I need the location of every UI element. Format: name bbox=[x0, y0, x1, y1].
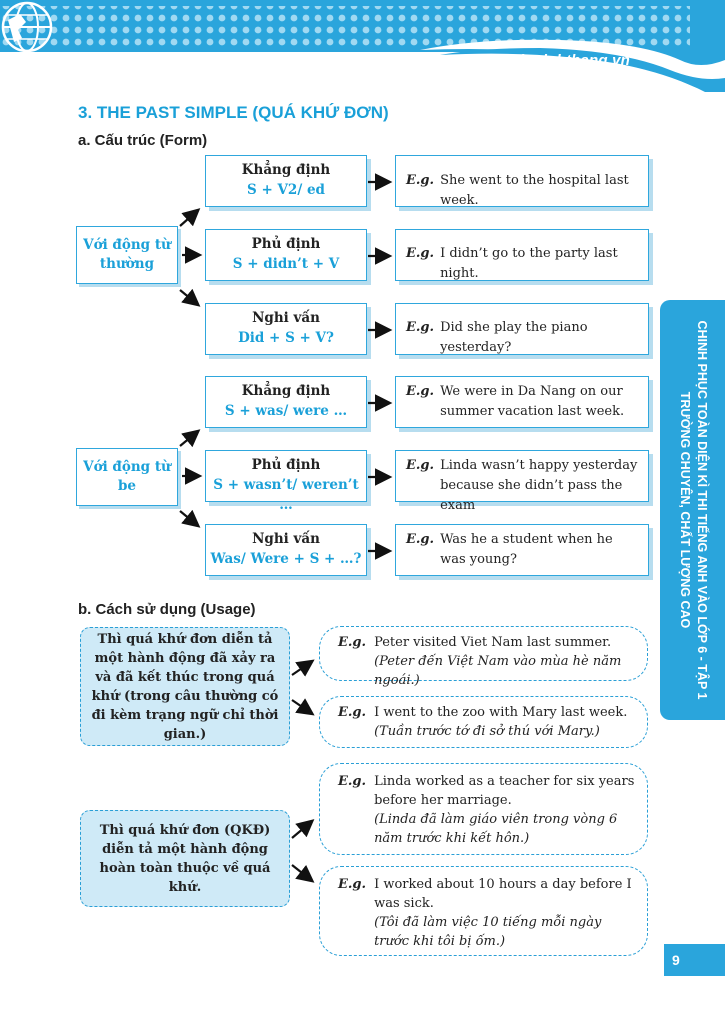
usage-example-pill bbox=[319, 763, 648, 855]
page-number-text: 9 bbox=[672, 952, 680, 968]
eg-label: E.g. bbox=[338, 705, 367, 720]
example-en: Linda worked as a teacher for six years before her marriage. bbox=[374, 774, 635, 808]
arrow-icon bbox=[292, 700, 311, 713]
eg-label: E.g. bbox=[338, 635, 367, 650]
verb-label: Với động từ thường bbox=[83, 237, 171, 272]
page-number bbox=[664, 944, 725, 976]
example-en: Peter visited Viet Nam last summer. bbox=[374, 635, 612, 650]
example-text: Did she play the piano yesterday? bbox=[440, 320, 588, 355]
example-en: I went to the zoo with Mary last week. bbox=[374, 705, 628, 720]
usage-rule-box bbox=[80, 810, 290, 907]
arrow-icon bbox=[292, 822, 311, 838]
example-text: We were in Da Nang on our summer vacation last week. bbox=[440, 384, 625, 419]
usage-rule: Thì quá khứ đơn diễn tả một hành động đã xảy ra và đã kết thúc trong quá khứ (trong câu thường có đi kèm trạng ngữ chỉ thời gian.) bbox=[91, 631, 279, 742]
eg-label: E.g. bbox=[338, 877, 367, 892]
form-title: Nghi vấn bbox=[252, 531, 320, 547]
arrow-icon bbox=[180, 211, 197, 226]
form-formula: Was/ Were + S + …? bbox=[210, 551, 362, 567]
side-tab-line1: CHINH PHỤC TOÀN DIỆN KÌ THI TIẾNG ANH VÀO LỚP 6 - TẬP 1 bbox=[694, 320, 709, 700]
eg-label: E.g. bbox=[406, 246, 435, 261]
verb-label: Với động từ be bbox=[83, 459, 171, 494]
example-vi: (Tuần trước tớ đi sở thú với Mary.) bbox=[374, 724, 600, 739]
side-tab-line2: TRƯỜNG CHUYÊN, CHẤT LƯỢNG CAO bbox=[677, 391, 692, 629]
arrow-icon bbox=[180, 511, 197, 525]
form-formula: Did + S + V? bbox=[238, 330, 334, 346]
example-text: She went to the hospital last week. bbox=[440, 173, 629, 208]
form-title: Phủ định bbox=[251, 457, 321, 473]
side-tab-text bbox=[660, 300, 725, 720]
form-formula: S + wasn’t/ weren’t … bbox=[213, 477, 359, 513]
eg-label: E.g. bbox=[338, 774, 367, 789]
usage-example-pill bbox=[319, 866, 648, 956]
form-title: Phủ định bbox=[251, 236, 321, 252]
example-text: I didn’t go to the party last night. bbox=[440, 246, 618, 281]
arrow-icon bbox=[180, 432, 197, 446]
usage-rule-box bbox=[80, 627, 290, 746]
eg-label: E.g. bbox=[406, 532, 435, 547]
example-vi: (Peter đến Việt Nam vào mùa hè năm ngoái.) bbox=[374, 654, 622, 688]
section-title: 3. THE PAST SIMPLE (QUÁ KHỨ ĐƠN) bbox=[78, 103, 389, 122]
arrow-icon bbox=[292, 662, 311, 675]
usage-rule: Thì quá khứ đơn (QKĐ) diễn tả một hành động hoàn toàn thuộc về quá khứ. bbox=[99, 822, 271, 895]
usage-example-pill bbox=[319, 626, 648, 688]
example-text: Was he a student when he was young? bbox=[440, 532, 613, 567]
eg-label: E.g. bbox=[406, 173, 435, 188]
example-text: Linda wasn’t happy yesterday because she didn’t pass the exam bbox=[440, 458, 638, 513]
eg-label: E.g. bbox=[406, 458, 435, 473]
form-formula: S + V2/ ed bbox=[247, 182, 325, 198]
arrow-icon bbox=[292, 865, 311, 880]
example-vi: (Linda đã làm giáo viên trong vòng 6 năm trước khi kết hôn.) bbox=[374, 812, 618, 846]
form-title: Khẳng định bbox=[241, 383, 331, 399]
usage-heading: b. Cách sử dụng (Usage) bbox=[78, 601, 256, 618]
arrow-icon bbox=[180, 290, 197, 304]
eg-label: E.g. bbox=[406, 384, 435, 399]
form-title: Khẳng định bbox=[241, 162, 331, 178]
form-title: Nghi vấn bbox=[252, 310, 320, 326]
usage-example-pill bbox=[319, 696, 648, 748]
eg-label: E.g. bbox=[406, 320, 435, 335]
site-name: nhasachminhthang.vn bbox=[467, 52, 630, 69]
example-vi: (Tôi đã làm việc 10 tiếng mỗi ngày trước khi tôi bị ốm.) bbox=[374, 915, 602, 949]
form-formula: S + didn’t + V bbox=[232, 256, 340, 272]
form-formula: S + was/ were … bbox=[224, 403, 348, 419]
form-heading: a. Cấu trúc (Form) bbox=[78, 132, 208, 149]
example-en: I worked about 10 hours a day before I was sick. bbox=[374, 877, 632, 911]
